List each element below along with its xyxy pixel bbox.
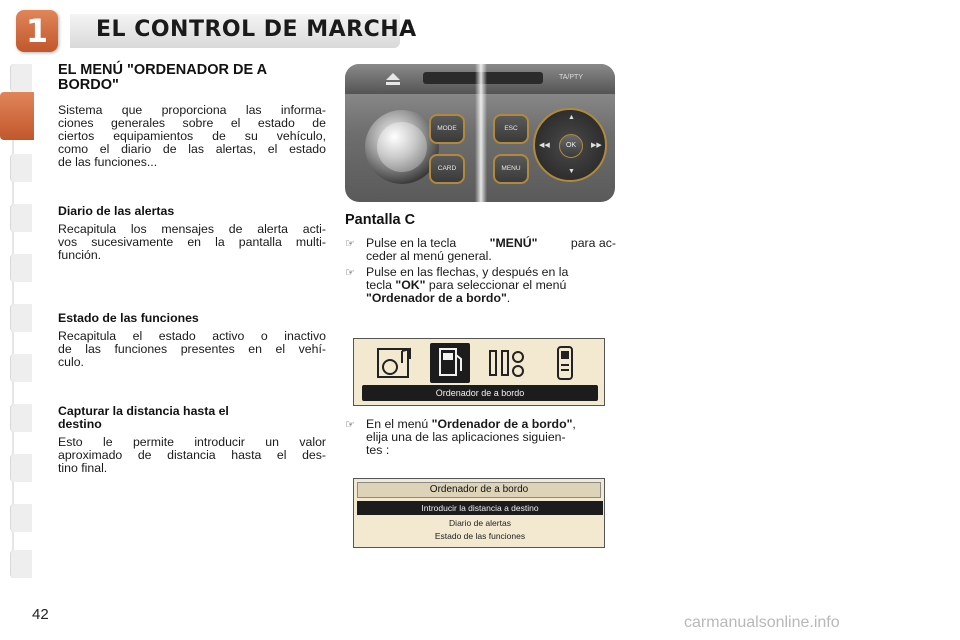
intro-line: como el diario de las alertas, el estado bbox=[58, 142, 326, 156]
audio-icon bbox=[376, 345, 416, 381]
chapter-tabs bbox=[0, 64, 34, 578]
menu-name-label: "Ordenador de a bordo" bbox=[431, 417, 573, 431]
bullet-choose-line: tes : bbox=[366, 443, 390, 457]
pointing-hand-icon: ☞ bbox=[345, 266, 355, 279]
distance-paragraph bbox=[58, 436, 326, 475]
arrow-up-icon: ▲ bbox=[568, 114, 575, 121]
menu-item: Diario de alertas bbox=[449, 518, 511, 528]
chapter-tab-active[interactable] bbox=[0, 92, 34, 140]
menu-header: Ordenador de a bordo bbox=[357, 482, 601, 498]
ok-button: OK bbox=[559, 134, 583, 158]
section-title: EL MENÚ "ORDENADOR DE A BORDO" bbox=[58, 62, 267, 93]
screen-onboard-computer-menu bbox=[353, 478, 605, 548]
chapter-tab[interactable] bbox=[10, 304, 32, 332]
text-run: En el menú bbox=[366, 417, 432, 431]
distance-title-line: Capturar la distancia hasta el bbox=[58, 404, 229, 418]
arrow-left-icon: ◀◀ bbox=[539, 142, 550, 149]
chapter-tab[interactable] bbox=[10, 154, 32, 182]
bullet-menu bbox=[345, 237, 617, 265]
navigation-pad bbox=[533, 108, 607, 182]
chapter-tab[interactable] bbox=[10, 550, 32, 578]
menu-item-selected: Introducir la distancia a destino bbox=[357, 501, 603, 515]
distance-title bbox=[58, 405, 328, 431]
ta-button: TA/PTY bbox=[559, 74, 583, 81]
text-run: para ac- bbox=[570, 236, 616, 250]
chapter-tab[interactable] bbox=[10, 404, 32, 432]
functions-paragraph bbox=[58, 330, 326, 369]
intro-line: de las funciones... bbox=[58, 155, 158, 169]
alerts-title: Diario de las alertas bbox=[58, 204, 175, 218]
intro-line: ciones generales sobre el estado de bbox=[58, 116, 326, 130]
chapter-tab[interactable] bbox=[10, 64, 32, 92]
menu-button: MENU bbox=[493, 154, 529, 184]
radio-console-illustration bbox=[345, 64, 615, 202]
functions-line: de las funciones presentes en el vehí- bbox=[58, 342, 326, 356]
arrow-down-icon: ▼ bbox=[568, 168, 575, 175]
distance-line: aproximado de distancia hasta el des- bbox=[58, 448, 326, 462]
watermark: carmanualsonline.info bbox=[684, 614, 840, 631]
settings-icon bbox=[486, 345, 526, 381]
chapter-tab[interactable] bbox=[10, 204, 32, 232]
distance-line: tino final. bbox=[58, 461, 108, 475]
intro-line: Sistema que proporciona las informa- bbox=[58, 103, 326, 117]
menu-item: Estado de las funciones bbox=[434, 531, 526, 541]
bullet-menu-line: ceder al menú general. bbox=[366, 249, 492, 263]
phone-icon bbox=[546, 345, 586, 381]
text-run: tecla bbox=[366, 278, 396, 292]
page-title: EL CONTROL DE MARCHA bbox=[96, 17, 417, 42]
text-run: . bbox=[506, 291, 511, 305]
photo-glare bbox=[475, 64, 487, 202]
bullet-choose-text bbox=[366, 418, 616, 457]
intro-paragraph bbox=[58, 104, 326, 169]
alerts-paragraph bbox=[58, 223, 326, 262]
bullet-choose-line: elija una de las aplicaciones siguien- bbox=[366, 430, 566, 444]
volume-knob bbox=[365, 110, 439, 184]
intro-line: ciertos equipamientos de su vehículo, bbox=[58, 129, 326, 143]
eject-icon bbox=[385, 72, 401, 86]
selected-menu-label: Ordenador de a bordo bbox=[362, 385, 598, 401]
pointing-hand-icon: ☞ bbox=[345, 237, 355, 250]
bullet-menu-text bbox=[366, 237, 616, 263]
screen-c-main-menu bbox=[353, 338, 605, 406]
bullet-arrows-line bbox=[366, 292, 616, 305]
distance-title-line: destino bbox=[58, 417, 102, 431]
chapter-tab[interactable] bbox=[10, 504, 32, 532]
alerts-line: Recapitula los mensajes de alerta acti- bbox=[58, 222, 326, 236]
text-run: para seleccionar el menú bbox=[425, 278, 567, 292]
text-run: Pulse en la tecla bbox=[366, 236, 457, 250]
esc-button: ESC bbox=[493, 114, 529, 144]
bullet-choose bbox=[345, 418, 617, 460]
page-number: 42 bbox=[32, 606, 49, 623]
alerts-line: función. bbox=[58, 248, 102, 262]
pantalla-title: Pantalla C bbox=[345, 212, 416, 228]
card-button: CARD bbox=[429, 154, 465, 184]
menu-name-label: "Ordenador de a bordo" bbox=[366, 291, 507, 305]
menu-key-label: "MENÚ" bbox=[489, 236, 538, 250]
chapter-tab[interactable] bbox=[10, 254, 32, 282]
alerts-line: vos sucesivamente en la pantalla multi- bbox=[58, 235, 326, 249]
bullet-arrows-line: Pulse en las flechas, y después en la bbox=[366, 265, 569, 279]
arrow-right-icon: ▶▶ bbox=[591, 142, 602, 149]
ok-key-label: "OK" bbox=[395, 278, 426, 292]
text-run: , bbox=[572, 417, 576, 431]
functions-line: culo. bbox=[58, 355, 84, 369]
functions-line: Recapitula el estado activo o inactivo bbox=[58, 329, 326, 343]
fuel-computer-icon bbox=[436, 347, 464, 379]
bullet-arrows-text bbox=[366, 266, 616, 305]
pointing-hand-icon: ☞ bbox=[345, 418, 355, 431]
chapter-tab[interactable] bbox=[10, 454, 32, 482]
mode-button: MODE bbox=[429, 114, 465, 144]
chapter-tab[interactable] bbox=[10, 354, 32, 382]
functions-title: Estado de las funciones bbox=[58, 311, 199, 325]
selected-icon-frame bbox=[430, 343, 470, 383]
knob-cap bbox=[377, 122, 427, 172]
chapter-badge: 1 bbox=[16, 10, 58, 52]
bullet-arrows bbox=[345, 266, 617, 308]
distance-line: Esto le permite introducir un valor bbox=[58, 435, 326, 449]
